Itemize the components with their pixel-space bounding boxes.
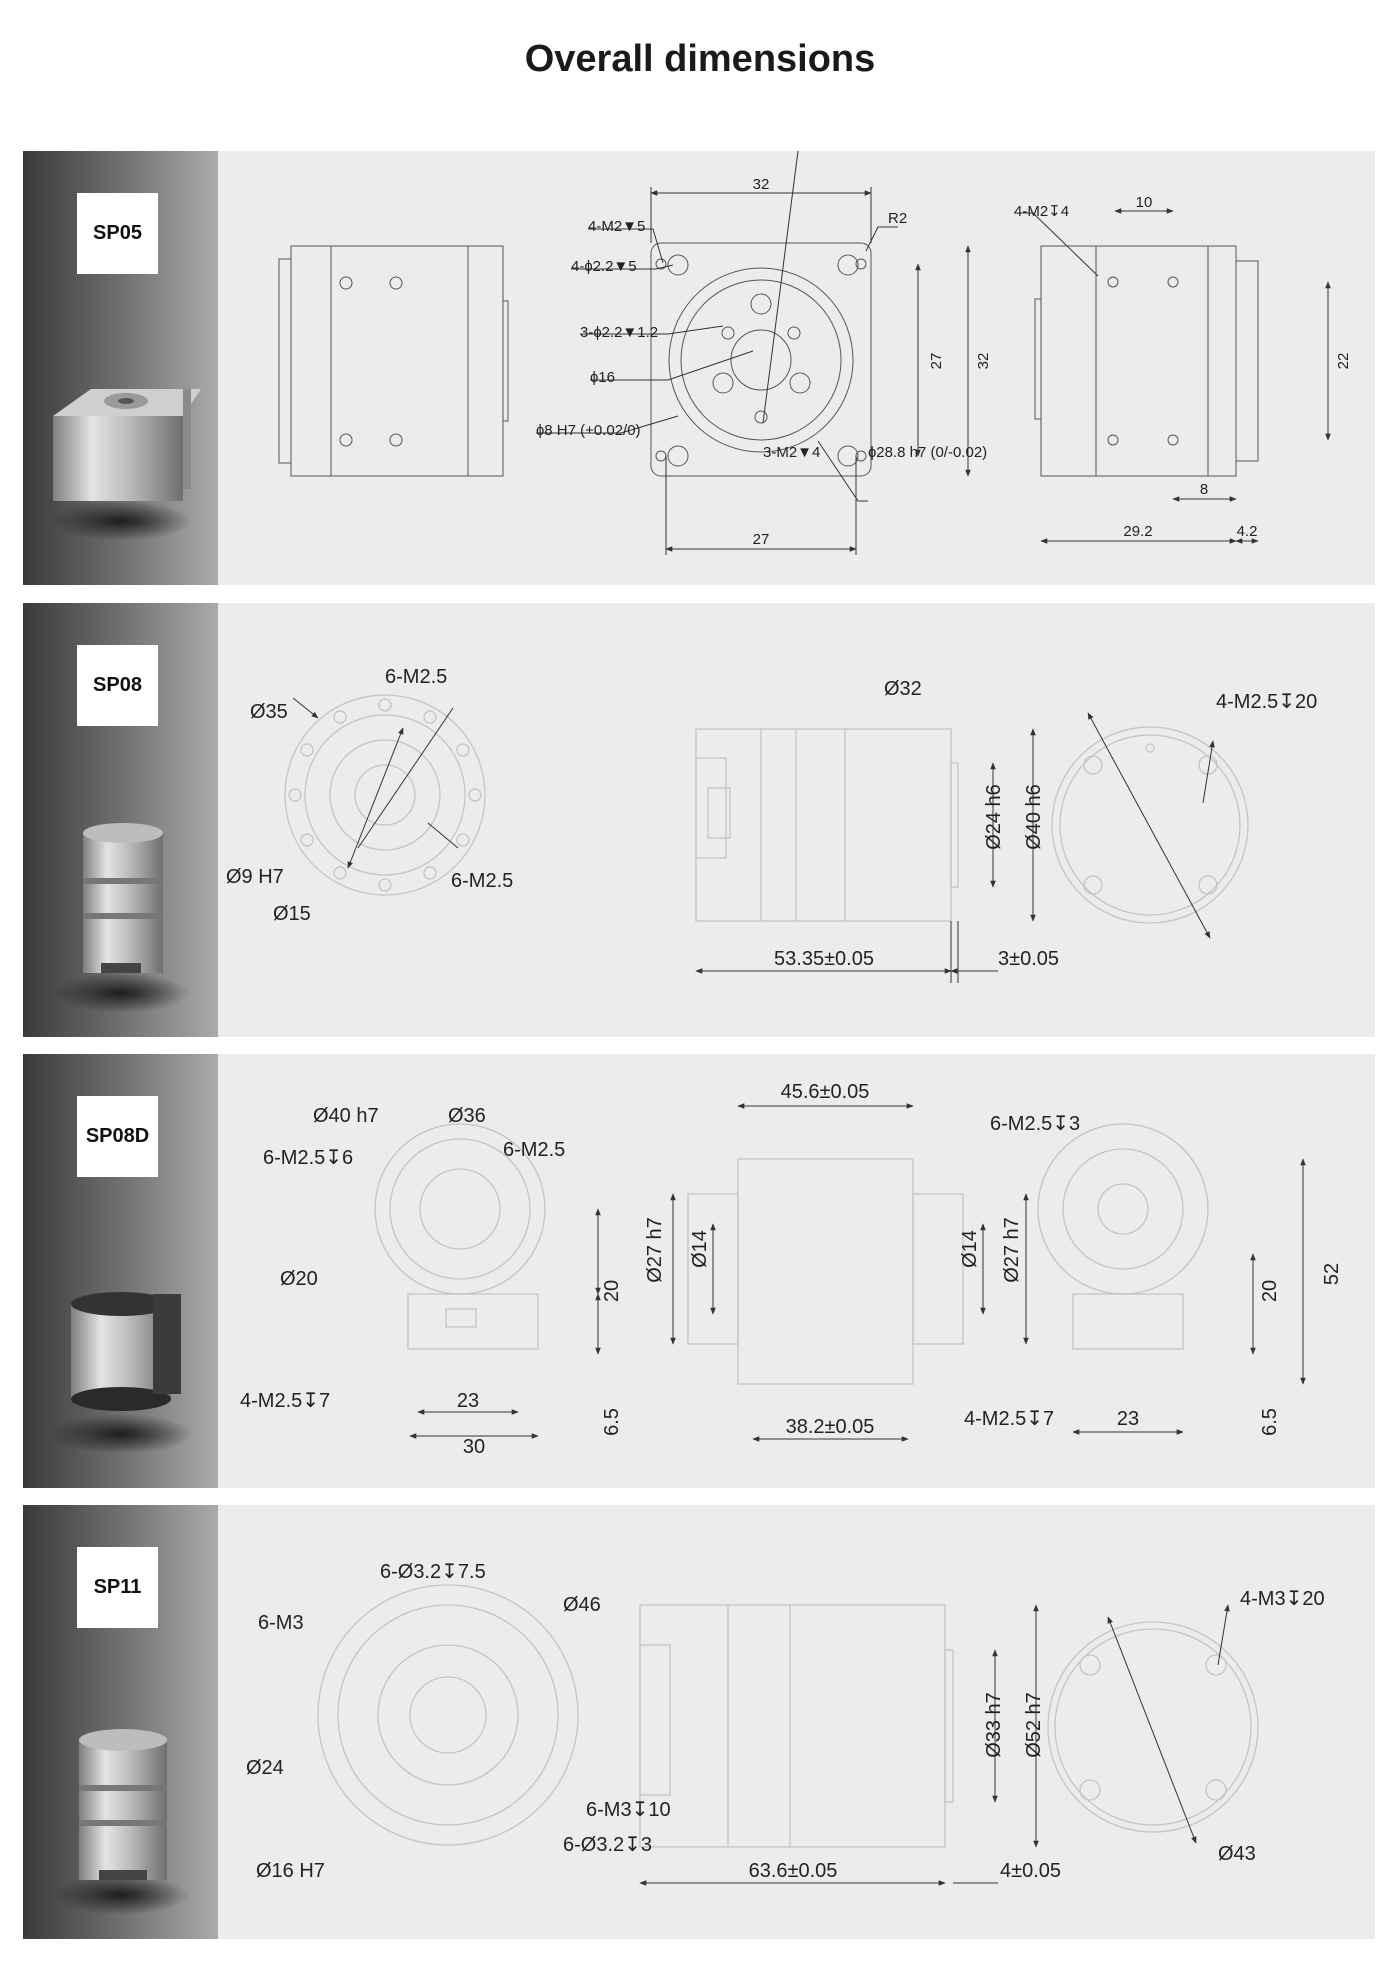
dim-label: Ø35	[250, 701, 288, 723]
dim-label: 30	[462, 1436, 486, 1458]
dim-label: 4.2	[1236, 523, 1258, 540]
bolt-hole	[379, 699, 391, 711]
dim-label: 6-M3	[258, 1612, 304, 1634]
dim-label: 23	[1116, 1408, 1140, 1430]
dim-label: 6.5	[601, 1408, 623, 1436]
dim-label: 4-M3↧20	[1240, 1588, 1325, 1610]
dim-label: 6-M2.5	[503, 1139, 566, 1161]
dim-label: 3-M2▼4	[763, 444, 821, 461]
dim-label: Ø40 h6	[1023, 784, 1045, 850]
drawing-sp08	[218, 603, 1375, 1037]
dim-label: 63.6±0.05	[748, 1860, 838, 1882]
model-sidebar	[23, 1505, 218, 1939]
model-label: SP08D	[77, 1096, 158, 1177]
dim-label: 22	[1335, 352, 1352, 370]
page-title: Overall dimensions	[524, 38, 876, 80]
dim-label: 10	[1135, 194, 1153, 211]
dim-label: 29.2	[1123, 523, 1153, 540]
dim-label: Ø36	[448, 1105, 486, 1127]
model-sidebar	[23, 603, 218, 1037]
dim-label: Ø40 h7	[313, 1105, 379, 1127]
dim-label: Ø16 H7	[256, 1860, 325, 1882]
bolt-hole	[334, 867, 346, 879]
dim-label: 4±0.05	[1000, 1860, 1062, 1882]
bolt-hole	[469, 789, 481, 801]
dim-label: ɸ8 H7 (+0.02/0)	[536, 422, 641, 439]
panel-sp08	[23, 603, 1375, 1037]
dim-label: 6-M3↧10	[586, 1799, 671, 1821]
dim-label: 6.5	[1259, 1408, 1281, 1436]
model-label: SP05	[77, 193, 158, 274]
dim-label: 4-M2.5↧20	[1216, 691, 1318, 713]
dim-label: 20	[1259, 1279, 1281, 1303]
dim-label: 38.2±0.05	[785, 1416, 875, 1438]
dim-label: Ø52 h7	[1023, 1692, 1045, 1758]
dim-label: R2	[888, 210, 908, 227]
dim-label: Ø46	[563, 1594, 601, 1616]
dim-label: Ø15	[273, 903, 311, 925]
bolt-hole	[457, 744, 469, 756]
panel-sp05	[23, 151, 1375, 585]
drawing-sp08d	[218, 1054, 1375, 1488]
dim-label: Ø24	[246, 1757, 284, 1779]
drawing-sp05	[218, 151, 1375, 585]
dim-label: Ø27 h7	[644, 1217, 666, 1283]
model-sidebar	[23, 1054, 218, 1488]
dim-label: 23	[456, 1390, 480, 1412]
dim-label: 6-M2.5	[451, 870, 514, 892]
dim-label: 45.6±0.05	[780, 1081, 870, 1103]
dim-label: 53.35±0.05	[774, 948, 874, 970]
bolt-hole	[301, 744, 313, 756]
panel-sp11	[23, 1505, 1375, 1939]
dim-label: Ø43	[1218, 1843, 1256, 1865]
panel-sp08d	[23, 1054, 1375, 1488]
product-image	[41, 1715, 201, 1925]
product-image	[41, 1264, 201, 1474]
product-image	[41, 813, 201, 1023]
drawing-sp11	[218, 1505, 1375, 1939]
dim-label: Ø32	[884, 678, 922, 700]
dim-label: Ø14	[689, 1230, 711, 1268]
bolt-hole	[424, 867, 436, 879]
dim-label: 4-M2▼5	[588, 218, 646, 235]
dim-label: 6-Ø3.2↧7.5	[380, 1561, 486, 1583]
dim-label: Ø14	[959, 1230, 981, 1268]
bolt-hole	[457, 834, 469, 846]
product-image	[41, 361, 201, 571]
dim-label: Ø9 H7	[226, 866, 284, 888]
bolt-hole	[289, 789, 301, 801]
dim-label: Ø33 h7	[983, 1692, 1005, 1758]
dim-label: Ø20	[280, 1268, 318, 1290]
dim-label: 6-Ø3.2↧3	[563, 1834, 653, 1856]
dim-label: ɸ28.8 h7 (0/-0.02)	[868, 444, 988, 461]
dim-label: 3-ɸ2.2▼1.2	[580, 324, 659, 341]
model-label: SP11	[77, 1547, 158, 1628]
dim-label: 4-M2.5↧7	[964, 1408, 1055, 1430]
dim-label: 52	[1321, 1262, 1343, 1286]
dim-label: 32	[752, 176, 770, 193]
model-label: SP08	[77, 645, 158, 726]
dim-label: 27	[752, 531, 770, 548]
dim-label: 20	[601, 1279, 623, 1303]
dim-label: 32	[975, 352, 992, 370]
dim-label: 4-ɸ2.2▼5	[571, 258, 637, 275]
dim-label: 8	[1199, 481, 1209, 498]
dim-label: 27	[928, 352, 945, 370]
dim-label: ɸ16	[590, 369, 615, 386]
bolt-hole	[301, 834, 313, 846]
dim-label: 6-M2.5↧6	[263, 1147, 354, 1169]
dim-label: Ø27 h7	[1001, 1217, 1023, 1283]
dim-label: 6-M2.5	[385, 666, 448, 688]
dim-label: 3±0.05	[998, 948, 1060, 970]
bolt-hole	[424, 711, 436, 723]
dim-label: 4-M2.5↧7	[240, 1390, 331, 1412]
dim-label: 6-M2.5↧3	[990, 1113, 1081, 1135]
bolt-hole	[379, 879, 391, 891]
dim-label: 4-M2↧4	[1014, 203, 1070, 220]
dim-label: Ø24 h6	[983, 784, 1005, 850]
model-sidebar	[23, 151, 218, 585]
bolt-hole	[334, 711, 346, 723]
